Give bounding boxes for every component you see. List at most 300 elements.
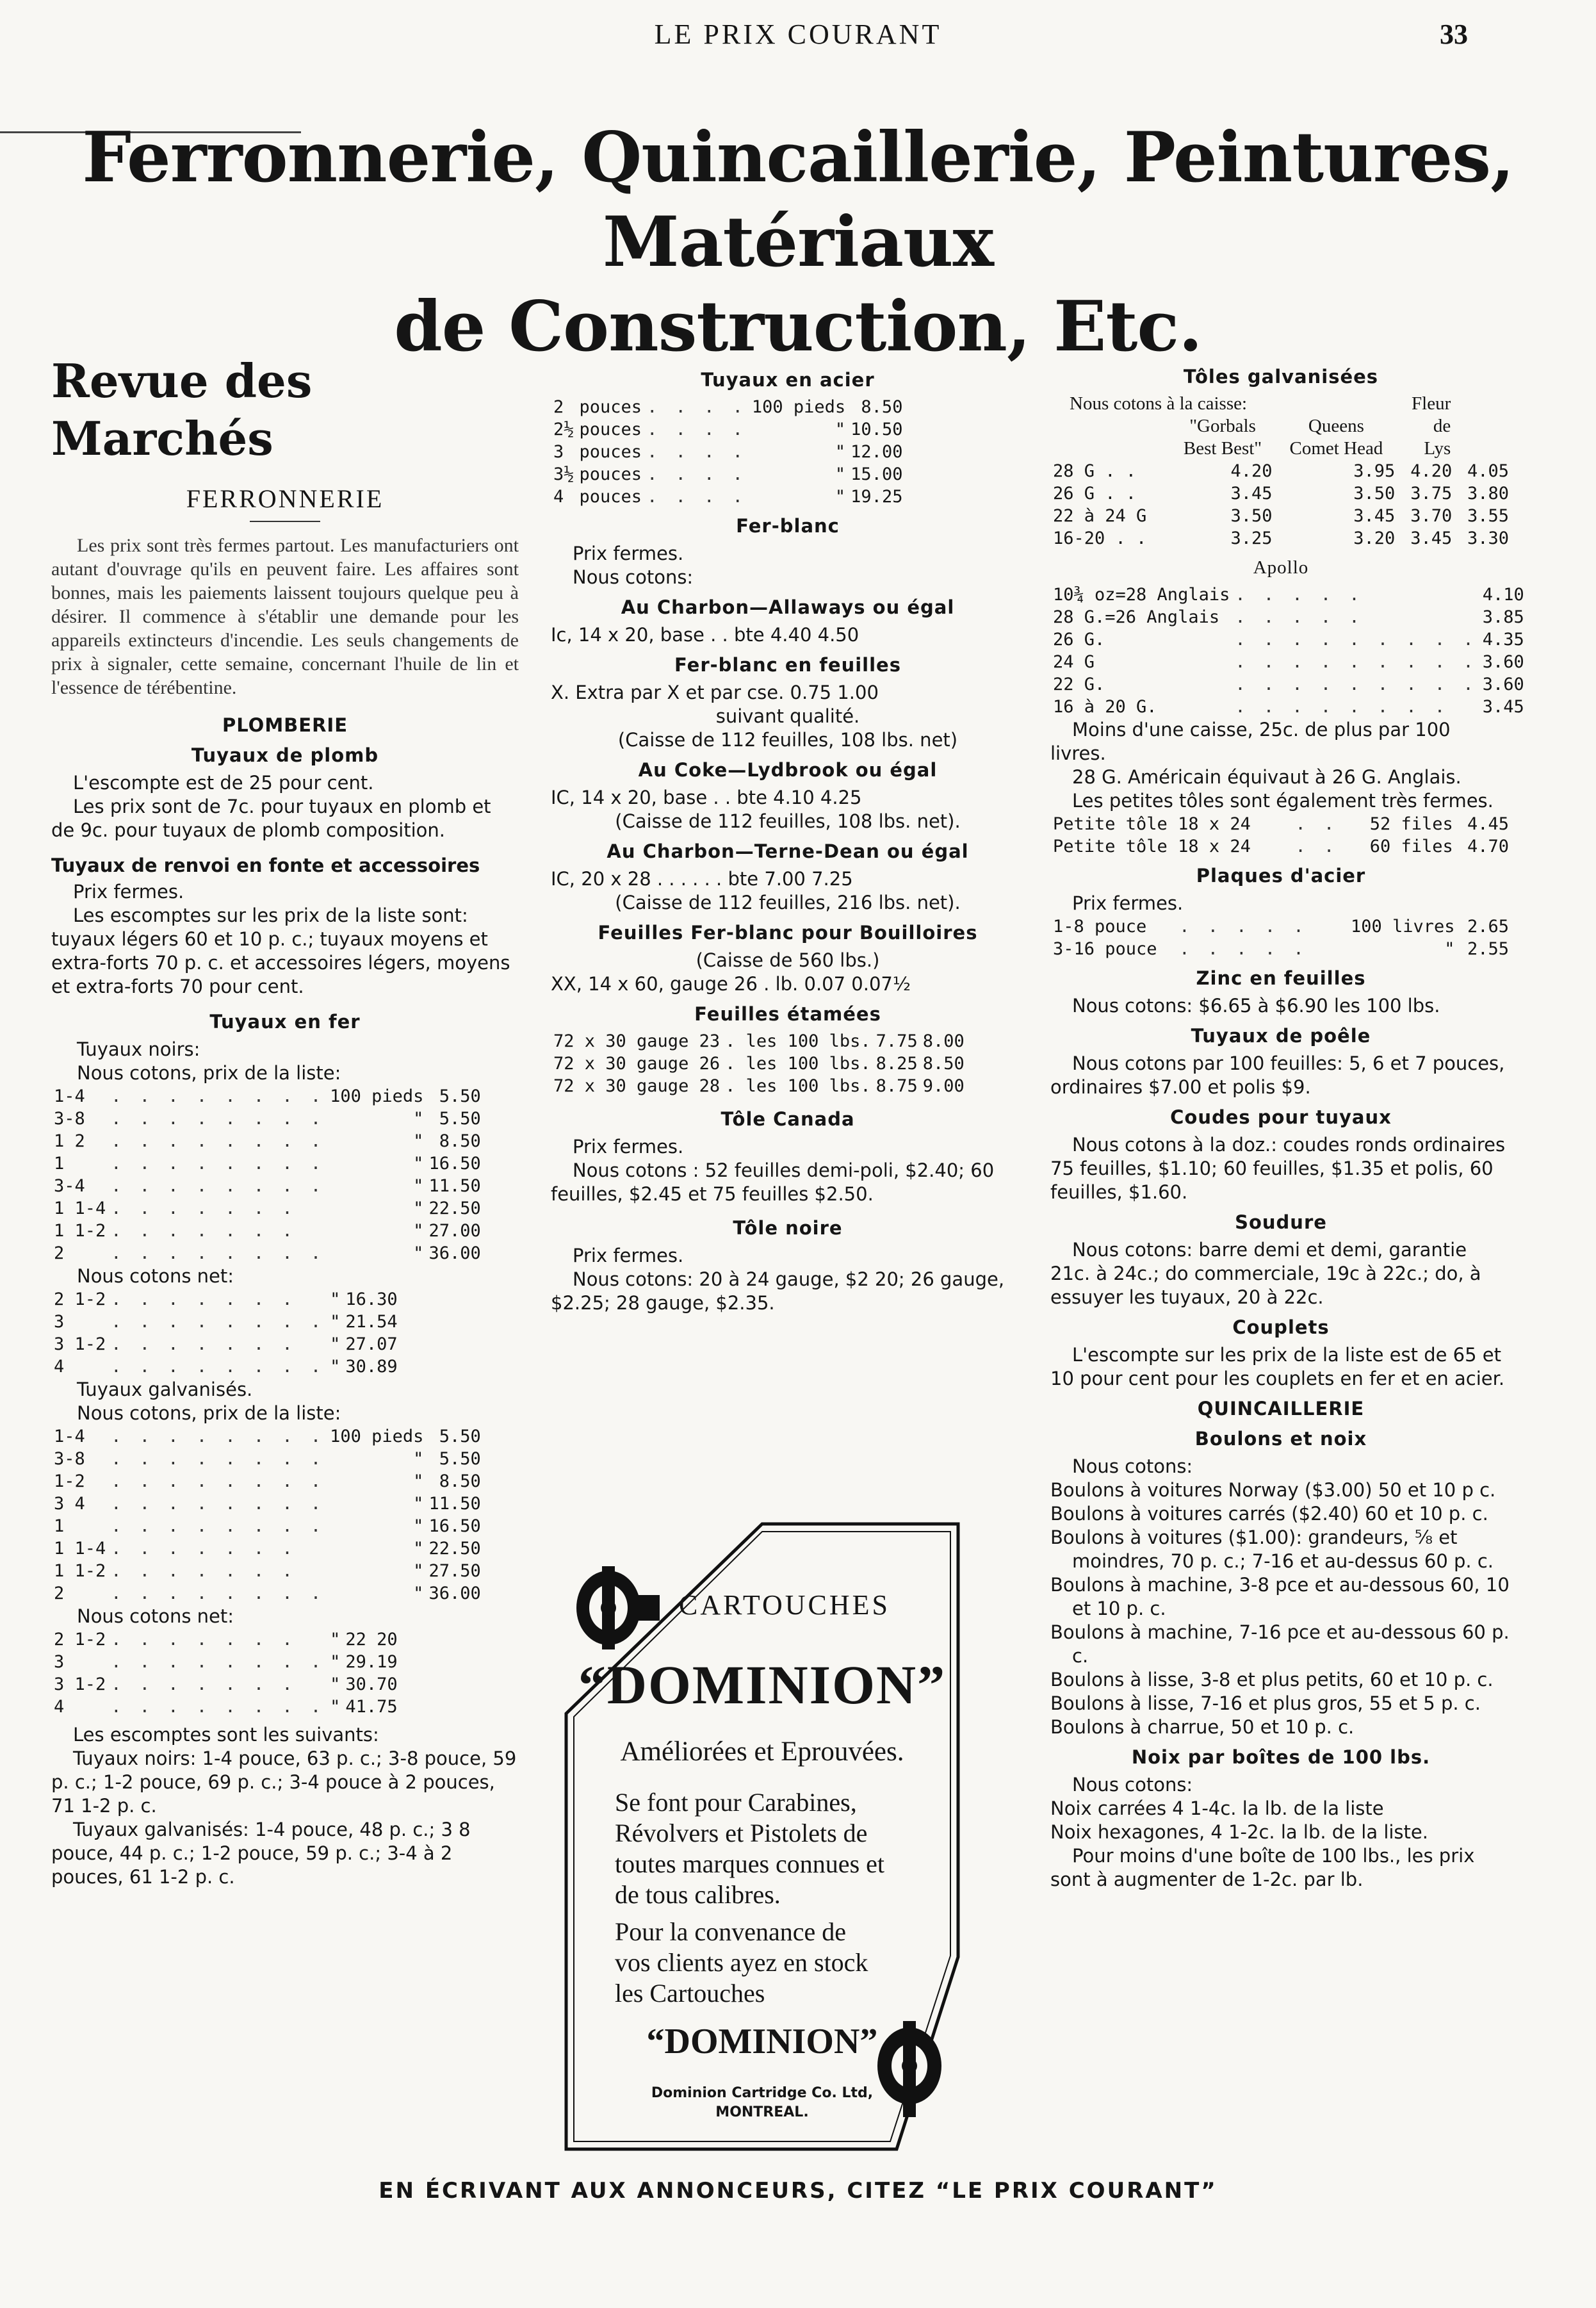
renvoi-prix-fermes: Prix fermes. <box>73 881 184 903</box>
heading-noix: Noix par boîtes de 100 lbs. <box>1131 1746 1431 1768</box>
table-feuilles-etamees <box>551 1030 967 1097</box>
heading-terne-dean: Au Charbon—Terne-Dean ou égal <box>607 840 969 862</box>
table-tuyaux-acier <box>551 396 905 508</box>
ad-dominion: “DOMINION” <box>578 1654 947 1715</box>
cell-price: 36.00 <box>428 1243 481 1263</box>
advertisement-dominion <box>564 1521 961 2152</box>
cell-size: 3-8 <box>54 1109 85 1129</box>
col-fleur: Fleur <box>1412 393 1451 414</box>
heading-bouilloires: Feuilles Fer-blanc pour Bouilloires <box>598 922 978 944</box>
table-row <box>551 1030 967 1052</box>
cell-dots: . . . . . . . . <box>111 1584 325 1603</box>
cell-price: 3.85 <box>1482 607 1524 627</box>
table-row <box>51 1493 484 1515</box>
cell-unit: " <box>330 1334 341 1354</box>
noirs-cotons: Nous cotons, prix de la liste: <box>77 1062 341 1084</box>
feuilles-qualite: suivant qualité. <box>715 705 860 727</box>
cell-g: 28 G . . <box>1053 461 1137 481</box>
cell-dots: . . . . . <box>1235 607 1364 627</box>
cell-price: 12.00 <box>851 442 903 462</box>
ad-body-line: Se font pour Carabines, <box>615 1788 857 1817</box>
table-apollo <box>1050 584 1527 718</box>
cell-unit: 100 pieds <box>330 1427 424 1446</box>
lydbrook-caisse: (Caisse de 112 feuilles, 108 lbs. net). <box>615 810 961 832</box>
cell-unit: " <box>330 1630 341 1649</box>
cell-unit: " <box>330 1697 341 1717</box>
cell-unit: . les 100 lbs. <box>725 1076 871 1096</box>
cell-unit: " <box>413 1109 424 1129</box>
cell-dots: . . . . . . . . <box>111 1357 325 1377</box>
cell-dots: . . . . . . . . <box>111 1697 325 1717</box>
cell-p2: 8.50 <box>922 1054 965 1074</box>
cell-unit: 100 pieds <box>330 1086 424 1106</box>
cell-size: 3 <box>54 1652 65 1672</box>
cell-size: 1-4 <box>54 1427 85 1446</box>
cell-size: 2 1-2 <box>54 1630 106 1649</box>
plaques-prix-fermes: Prix fermes. <box>1072 892 1184 914</box>
table-row <box>1050 606 1527 628</box>
cell-dots: . . . . . . . <box>111 1674 297 1694</box>
table-row <box>51 1582 484 1605</box>
table-row <box>51 1197 484 1220</box>
allaways-row: Ic, 14 x 20, base . . bte 4.40 4.50 <box>551 624 859 646</box>
table-row <box>1050 628 1527 651</box>
cell-dots: . . . . <box>647 397 747 417</box>
cell-dots: . . . . . . . <box>111 1334 297 1354</box>
heading-soudure: Soudure <box>1235 1211 1327 1233</box>
heading-lydbrook: Au Coke—Lydbrook ou égal <box>638 759 938 781</box>
cell-d: 3.30 <box>1467 528 1509 548</box>
cell-price: 22 20 <box>345 1630 398 1649</box>
table-row <box>51 1108 484 1130</box>
cell-size: 3 1-2 <box>54 1674 106 1694</box>
intro-paragraph: Les prix sont très fermes partout. Les manufacturiers ont autant d'ouvrage qu'ils en peuvent faire. Les affaires sont bonnes, mais les paiements laissent toujours quelque peu à désirer. Il commence à s'établir une demande pour les appareils extincteurs d'incendie. Les seuls changements de prix à signaler, cette semaine, concernant l'huile de lin et l'essence de térébentine. <box>51 535 519 698</box>
cell-c: 3.70 <box>1410 506 1453 526</box>
heading-zinc: Zinc en feuilles <box>1196 967 1366 989</box>
cell-label: Petite tôle 18 x 24 <box>1053 837 1251 856</box>
cell-unit: " <box>413 1199 424 1218</box>
cell-a: 4.20 <box>1230 461 1273 481</box>
table-row <box>51 1628 400 1651</box>
cell-price: 41.75 <box>345 1697 398 1717</box>
table-row <box>1050 915 1511 938</box>
cell-unit: " <box>413 1154 424 1174</box>
escomptes-label: Les escomptes sont les suivants: <box>73 1724 379 1746</box>
cell-label: 24 G <box>1053 652 1095 672</box>
table-row <box>1050 505 1511 527</box>
plomb-escompte: L'escompte est de 25 pour cent. <box>73 772 374 794</box>
cell-unit: 52 files <box>1369 814 1453 834</box>
moins-caisse: Moins d'une caisse, 25c. de plus par 100 livres. <box>1050 719 1451 764</box>
heading-tuyaux-plomb: Tuyaux de plomb <box>191 744 379 766</box>
cell-price: 30.89 <box>345 1357 398 1377</box>
table-row <box>1050 527 1511 550</box>
cell-unit: " <box>413 1176 424 1196</box>
table-row <box>1050 584 1527 606</box>
renvoi-escomptes: Les escomptes sur les prix de la liste sont: tuyaux légers 60 et 10 p. c.; tuyaux moyens et extra-forts 70 p. c. et accessoires légers, moyens et extra-forts 70 pour cent. <box>51 904 510 997</box>
cell-label: Petite tôle 18 x 24 <box>1053 814 1251 834</box>
table-row <box>1050 938 1511 960</box>
cell-size: 3 1-2 <box>54 1334 106 1354</box>
list-item: Boulons à machine, 3-8 pce et au-dessous 60, 10 et 10 p. c. <box>1050 1574 1510 1619</box>
cell-dim: 72 x 30 gauge 23 <box>553 1031 721 1051</box>
list-item: Noix hexagones, 4 1-2c. la lb. de la liste. <box>1050 1821 1428 1843</box>
table-row <box>551 463 905 486</box>
cell-price: 5.50 <box>439 1427 481 1446</box>
cell-price: 22.50 <box>428 1199 481 1218</box>
cell-size: 4 <box>54 1697 65 1717</box>
cell-unit: " <box>330 1289 341 1309</box>
table-row <box>551 418 905 441</box>
cell-unit: " <box>413 1494 424 1514</box>
cell-price: 4.10 <box>1482 585 1524 605</box>
escomptes-galvanises: Tuyaux galvanisés: 1-4 pouce, 48 p. c.; 3 8 pouce, 44 p. c.; 1-2 pouce, 59 p. c.; 3-4 à 2 pouces, 61 1-2 p. c. <box>51 1819 471 1888</box>
col-head: Head <box>1344 438 1383 459</box>
table-toles-galvanisees <box>1050 393 1511 550</box>
heading-quincaillerie: QUINCAILLERIE <box>1197 1398 1365 1420</box>
cell-price: 5.50 <box>439 1109 481 1129</box>
cell-g: 26 G . . <box>1053 484 1137 503</box>
cell-size: 1 <box>54 1154 65 1174</box>
cell-d: 4.05 <box>1467 461 1509 481</box>
cell-unit: " <box>413 1539 424 1559</box>
cell-price: 22.50 <box>428 1539 481 1559</box>
cell-unit: " <box>413 1584 424 1603</box>
heading-boulons-noix: Boulons et noix <box>1194 1428 1367 1450</box>
cell-p2: 9.00 <box>922 1076 965 1096</box>
page-number: 33 <box>1440 19 1468 50</box>
cell-dots: . . . . . . . . . <box>1235 675 1478 694</box>
table-row <box>1050 696 1527 718</box>
cell-price: 5.50 <box>439 1086 481 1106</box>
noirs-net-label: Nous cotons net: <box>77 1265 234 1287</box>
cell-dots: . . . . <box>647 442 747 462</box>
escomptes-noirs: Tuyaux noirs: 1-4 pouce, 63 p. c.; 3-8 pouce, 59 p. c.; 1-2 pouce, 69 p. c.; 3-4 pouce à 2 pouces, 71 1-2 p. c. <box>51 1747 517 1817</box>
table-row <box>51 1220 484 1242</box>
cell-label: pouces <box>579 464 642 484</box>
cell-unit: " <box>413 1449 424 1469</box>
heading-fer-blanc: Fer-blanc <box>736 515 840 537</box>
table-row <box>51 1651 400 1673</box>
cell-dots: . . . . . <box>1179 939 1308 959</box>
boulons-cotons: Nous cotons: <box>1072 1455 1193 1477</box>
column-3 <box>1050 359 1524 1892</box>
cell-a: 3.50 <box>1230 506 1273 526</box>
cell-unit: " <box>413 1561 424 1581</box>
cell-price: 16.50 <box>428 1154 481 1174</box>
cell-dots: . . . . . . . . <box>111 1471 325 1491</box>
column-2 <box>551 362 1025 1315</box>
cell-price: 8.50 <box>861 397 903 417</box>
heading-couplets: Couplets <box>1232 1316 1330 1338</box>
cell-size: 1-4 <box>54 1086 85 1106</box>
ad-body-line: Révolvers et Pistolets de <box>615 1819 868 1847</box>
cell-size: 3 <box>553 442 564 462</box>
page-title-line-1: Ferronnerie, Quincaillerie, Peintures, Matériaux <box>82 117 1514 282</box>
cell-price: 5.50 <box>439 1449 481 1469</box>
cell-price: 2.65 <box>1467 917 1509 937</box>
cell-unit: " <box>413 1131 424 1151</box>
table-row <box>51 1130 484 1152</box>
bouilloires-row: XX, 14 x 60, gauge 26 . lb. 0.07 0.07½ <box>551 973 911 995</box>
cell-price: 30.70 <box>345 1674 398 1694</box>
cell-dots: . . . . . . . . <box>111 1449 325 1469</box>
cell-price: 3.60 <box>1482 652 1524 672</box>
cell-size: 4 <box>553 487 564 507</box>
cell-price: 8.50 <box>439 1471 481 1491</box>
ad-cartouches: CARTOUCHES <box>679 1589 890 1621</box>
cell-dots: . . . . . . . <box>111 1199 297 1218</box>
subhead-ferronnerie: FERRONNERIE <box>186 484 384 513</box>
ad-city: MONTREAL. <box>715 2104 809 2120</box>
table-row <box>1050 835 1511 858</box>
cell-dots: . . . . . . . <box>111 1289 297 1309</box>
col-best-best: Best Best" <box>1183 438 1262 459</box>
cell-price: 2.55 <box>1467 939 1509 959</box>
heading-tuyaux-renvoi: Tuyaux de renvoi en fonte et accessoires <box>51 855 480 876</box>
label-tuyaux-noirs: Tuyaux noirs: <box>77 1038 200 1060</box>
cell-label: 1-8 pouce <box>1053 917 1147 937</box>
cell-g: 22 à 24 G <box>1053 506 1147 526</box>
heading-plaques-acier: Plaques d'acier <box>1196 865 1366 887</box>
cell-dots: . . . . . . . . <box>111 1176 325 1196</box>
cell-p2: 8.00 <box>922 1031 965 1051</box>
cell-price: 16.50 <box>428 1516 481 1536</box>
cell-label: 10¾ oz=28 Anglais <box>1053 585 1230 605</box>
cell-dots: . . . . . . . . <box>111 1109 325 1129</box>
cell-price: 27.07 <box>345 1334 398 1354</box>
cell-c: 4.20 <box>1410 461 1453 481</box>
cell-size: 1-2 <box>54 1471 85 1491</box>
cell-dots: . . . . . . . . <box>111 1131 325 1151</box>
cell-b: 3.20 <box>1353 528 1396 548</box>
coudes-cotons: Nous cotons à la doz.: coudes ronds ordinaires 75 feuilles, $1.10; 60 feuilles, $1.35 et polis, 60 feuilles, $1.60. <box>1050 1134 1506 1203</box>
cell-price: 3.45 <box>1482 697 1524 717</box>
cell-size: 1 1-2 <box>54 1221 106 1241</box>
col-comet: Comet <box>1289 438 1339 459</box>
cell-unit: " <box>413 1243 424 1263</box>
cell-dots: . . . . . . . . . <box>1235 652 1478 672</box>
cell-dots: . . . . . . . . <box>111 1516 325 1536</box>
heading-tole-noire: Tôle noire <box>733 1217 843 1239</box>
cell-d: 3.55 <box>1467 506 1509 526</box>
cell-size: 3 <box>54 1312 65 1332</box>
cell-size: 4 <box>54 1357 65 1377</box>
galv-net-label: Nous cotons net: <box>77 1605 234 1627</box>
cell-unit: " <box>835 420 846 439</box>
col-queens: Queens <box>1308 416 1364 436</box>
ad-body-line: Pour la convenance de <box>615 1917 846 1946</box>
cell-b: 3.45 <box>1353 506 1396 526</box>
table-row <box>551 486 905 508</box>
cell-price: 11.50 <box>428 1176 481 1196</box>
cell-price: 11.50 <box>428 1494 481 1514</box>
cell-unit: " <box>413 1516 424 1536</box>
cell-unit: " <box>330 1652 341 1672</box>
table-row <box>51 1425 484 1448</box>
table-tuyaux-galvanises-net <box>51 1628 400 1718</box>
heading-tuyaux-poele: Tuyaux de poêle <box>1191 1025 1371 1047</box>
cell-size: 3-4 <box>54 1176 85 1196</box>
couplets-escompte: L'escompte sur les prix de la liste est de 65 et 10 pour cent pour les couplets en fer et en acier. <box>1050 1344 1505 1389</box>
cell-a: 3.45 <box>1230 484 1273 503</box>
list-item: Boulons à charrue, 50 et 10 p. c. <box>1050 1716 1355 1738</box>
ad-ameliorees: Améliorées et Eprouvées. <box>620 1737 904 1767</box>
table-tuyaux-noirs <box>51 1085 484 1264</box>
cell-unit: . les 100 lbs. <box>725 1054 871 1074</box>
noix-list <box>1050 1797 1511 1844</box>
list-item: Boulons à voitures carrés ($2.40) 60 et 10 p. c. <box>1050 1503 1488 1525</box>
cell-price: 15.00 <box>851 464 903 484</box>
table-row <box>1050 673 1527 696</box>
cell-p1: 8.25 <box>875 1054 918 1074</box>
cell-price: 27.00 <box>428 1221 481 1241</box>
cell-price: 10.50 <box>851 420 903 439</box>
cell-unit: " <box>835 464 846 484</box>
cell-g: 16-20 . . <box>1053 528 1147 548</box>
footer-citation: EN ÉCRIVANT AUX ANNONCEURS, CITEZ “LE PRIX COURANT” <box>379 2178 1217 2204</box>
cell-dots: . . . . . . . . <box>111 1243 325 1263</box>
table-row <box>1050 460 1511 482</box>
cell-c: 3.75 <box>1410 484 1453 503</box>
col-de: de <box>1433 416 1451 436</box>
cell-p1: 7.75 <box>875 1031 918 1051</box>
list-item: Boulons à lisse, 7-16 et plus gros, 55 et 5 p. c. <box>1050 1692 1481 1714</box>
table-row <box>51 1175 484 1197</box>
cell-unit: " <box>835 442 846 462</box>
cell-dots: . . . . . <box>1235 585 1364 605</box>
galv-intro: Nous cotons à la caisse: <box>1070 393 1248 414</box>
petites-toles: Les petites tôles sont également très fermes. <box>1072 790 1494 812</box>
cell-b: 3.50 <box>1353 484 1396 503</box>
cell-label: pouces <box>579 397 642 417</box>
cell-size: 3 4 <box>54 1494 85 1514</box>
cell-c: 3.45 <box>1410 528 1453 548</box>
table-row <box>551 1052 967 1075</box>
table-row <box>51 1560 484 1582</box>
cell-dots: . . . . <box>647 487 747 507</box>
cell-dim: 72 x 30 gauge 26 <box>553 1054 721 1074</box>
table-row <box>51 1673 400 1696</box>
cell-unit: " <box>1444 939 1455 959</box>
table-row <box>1050 813 1511 835</box>
cell-unit: " <box>413 1221 424 1241</box>
table-row <box>51 1696 400 1718</box>
cell-dots: . . . . <box>647 420 747 439</box>
heading-tuyaux-acier: Tuyaux en acier <box>701 369 875 391</box>
cell-size: 2 <box>54 1243 65 1263</box>
ad-company: Dominion Cartridge Co. Ltd, <box>651 2085 874 2101</box>
cell-dots: . . <box>1295 814 1339 834</box>
zinc-cotons: Nous cotons: $6.65 à $6.90 les 100 lbs. <box>1072 995 1440 1017</box>
subhead-rule <box>250 521 320 522</box>
cell-size: 2 <box>553 397 564 417</box>
heading-feuilles-etamees: Feuilles étamées <box>694 1003 881 1025</box>
cell-label: 16 à 20 G. <box>1053 697 1157 717</box>
cell-label: 22 G. <box>1053 675 1105 694</box>
cell-dots: . . . . . . . . <box>111 1494 325 1514</box>
cell-label: pouces <box>579 442 642 462</box>
heading-allaways: Au Charbon—Allaways ou égal <box>621 596 955 618</box>
ferblanc-nous-cotons: Nous cotons: <box>573 566 694 588</box>
label-tuyaux-galvanises: Tuyaux galvanisés. <box>77 1379 253 1400</box>
cell-label: 28 G.=26 Anglais <box>1053 607 1220 627</box>
cell-unit: " <box>413 1471 424 1491</box>
page-title <box>0 115 1596 369</box>
running-header <box>0 18 1596 56</box>
cell-price: 29.19 <box>345 1652 398 1672</box>
cell-unit: 100 livres <box>1350 917 1455 937</box>
cell-dots: . . . . . . . <box>111 1539 297 1559</box>
cell-label: pouces <box>579 420 642 439</box>
table-row <box>51 1288 400 1311</box>
table-row <box>551 396 905 418</box>
cell-unit: . les 100 lbs. <box>725 1031 871 1051</box>
cell-d: 3.80 <box>1467 484 1509 503</box>
table-row <box>551 441 905 463</box>
heading-plomberie: PLOMBERIE <box>222 714 348 736</box>
cell-dots: . . . . . . . <box>111 1561 297 1581</box>
table-row <box>51 1085 484 1108</box>
cell-price: 21.54 <box>345 1312 398 1332</box>
col-gorbals: "Gorbals <box>1189 416 1256 436</box>
americain: 28 G. Américain équivaut à 26 G. Anglais. <box>1072 766 1462 788</box>
cell-price: 8.50 <box>439 1131 481 1151</box>
cell-dim: 72 x 30 gauge 28 <box>553 1076 721 1096</box>
cell-price: 4.70 <box>1467 837 1509 856</box>
ad-body-line: toutes marques connues et <box>615 1849 884 1878</box>
cell-size: 3½ <box>553 464 574 484</box>
cell-unit: " <box>835 487 846 507</box>
cell-price: 16.30 <box>345 1289 398 1309</box>
feuilles-caisse: (Caisse de 112 feuilles, 108 lbs. net) <box>617 729 958 751</box>
cell-size: 3-8 <box>54 1449 85 1469</box>
cell-price: 4.45 <box>1467 814 1509 834</box>
cell-size: 2 1-2 <box>54 1289 106 1309</box>
list-item: Boulons à voitures ($1.00): grandeurs, ⅝ et moindres, 70 p. c.; 7-16 et au-dessus 60 p. c. <box>1050 1526 1494 1572</box>
cell-dots: . . <box>1295 837 1339 856</box>
cell-dots: . . . . . . . . <box>111 1086 325 1106</box>
heading-toles-galvanisees: Tôles galvanisées <box>1183 366 1379 388</box>
canada-nous-cotons: Nous cotons : 52 feuilles demi-poli, $2.40; 60 feuilles, $2.45 et 75 feuilles $2.50. <box>551 1159 995 1205</box>
noire-prix-fermes: Prix fermes. <box>573 1245 684 1266</box>
terne-row: IC, 20 x 28 . . . . . . bte 7.00 7.25 <box>551 868 853 890</box>
col-lys: Lys <box>1424 438 1451 459</box>
table-tuyaux-galvanises <box>51 1425 484 1605</box>
table-row <box>551 1075 967 1097</box>
ad-body-line: de tous calibres. <box>615 1880 781 1909</box>
poele-cotons: Nous cotons par 100 feuilles: 5, 6 et 7 pouces, ordinaires $7.00 et polis $9. <box>1050 1052 1505 1098</box>
noire-nous-cotons: Nous cotons: 20 à 24 gauge, $2 20; 26 gauge, $2.25; 28 gauge, $2.35. <box>551 1268 1005 1314</box>
cell-dots: . . . . . . . . <box>111 1427 325 1446</box>
table-row <box>51 1448 484 1470</box>
table-tuyaux-noirs-net <box>51 1288 400 1378</box>
table-plaques-acier <box>1050 915 1511 960</box>
cell-b: 3.95 <box>1353 461 1396 481</box>
cell-size: 1 1-4 <box>54 1199 106 1218</box>
cell-price: 36.00 <box>428 1584 481 1603</box>
cell-dots: . . . . . . . . . <box>1235 630 1478 650</box>
cell-label: 3-16 pouce <box>1053 939 1157 959</box>
cell-unit: " <box>330 1674 341 1694</box>
cell-p1: 8.75 <box>875 1076 918 1096</box>
table-row <box>51 1355 400 1378</box>
ad-dominion-2: “DOMINION” <box>646 2022 878 2061</box>
cell-dots: . . . . . . . <box>111 1221 297 1241</box>
galv-cotons: Nous cotons, prix de la liste: <box>77 1402 341 1424</box>
terne-caisse: (Caisse de 112 feuilles, 216 lbs. net). <box>615 892 961 913</box>
noix-cotons: Nous cotons: <box>1072 1774 1193 1796</box>
